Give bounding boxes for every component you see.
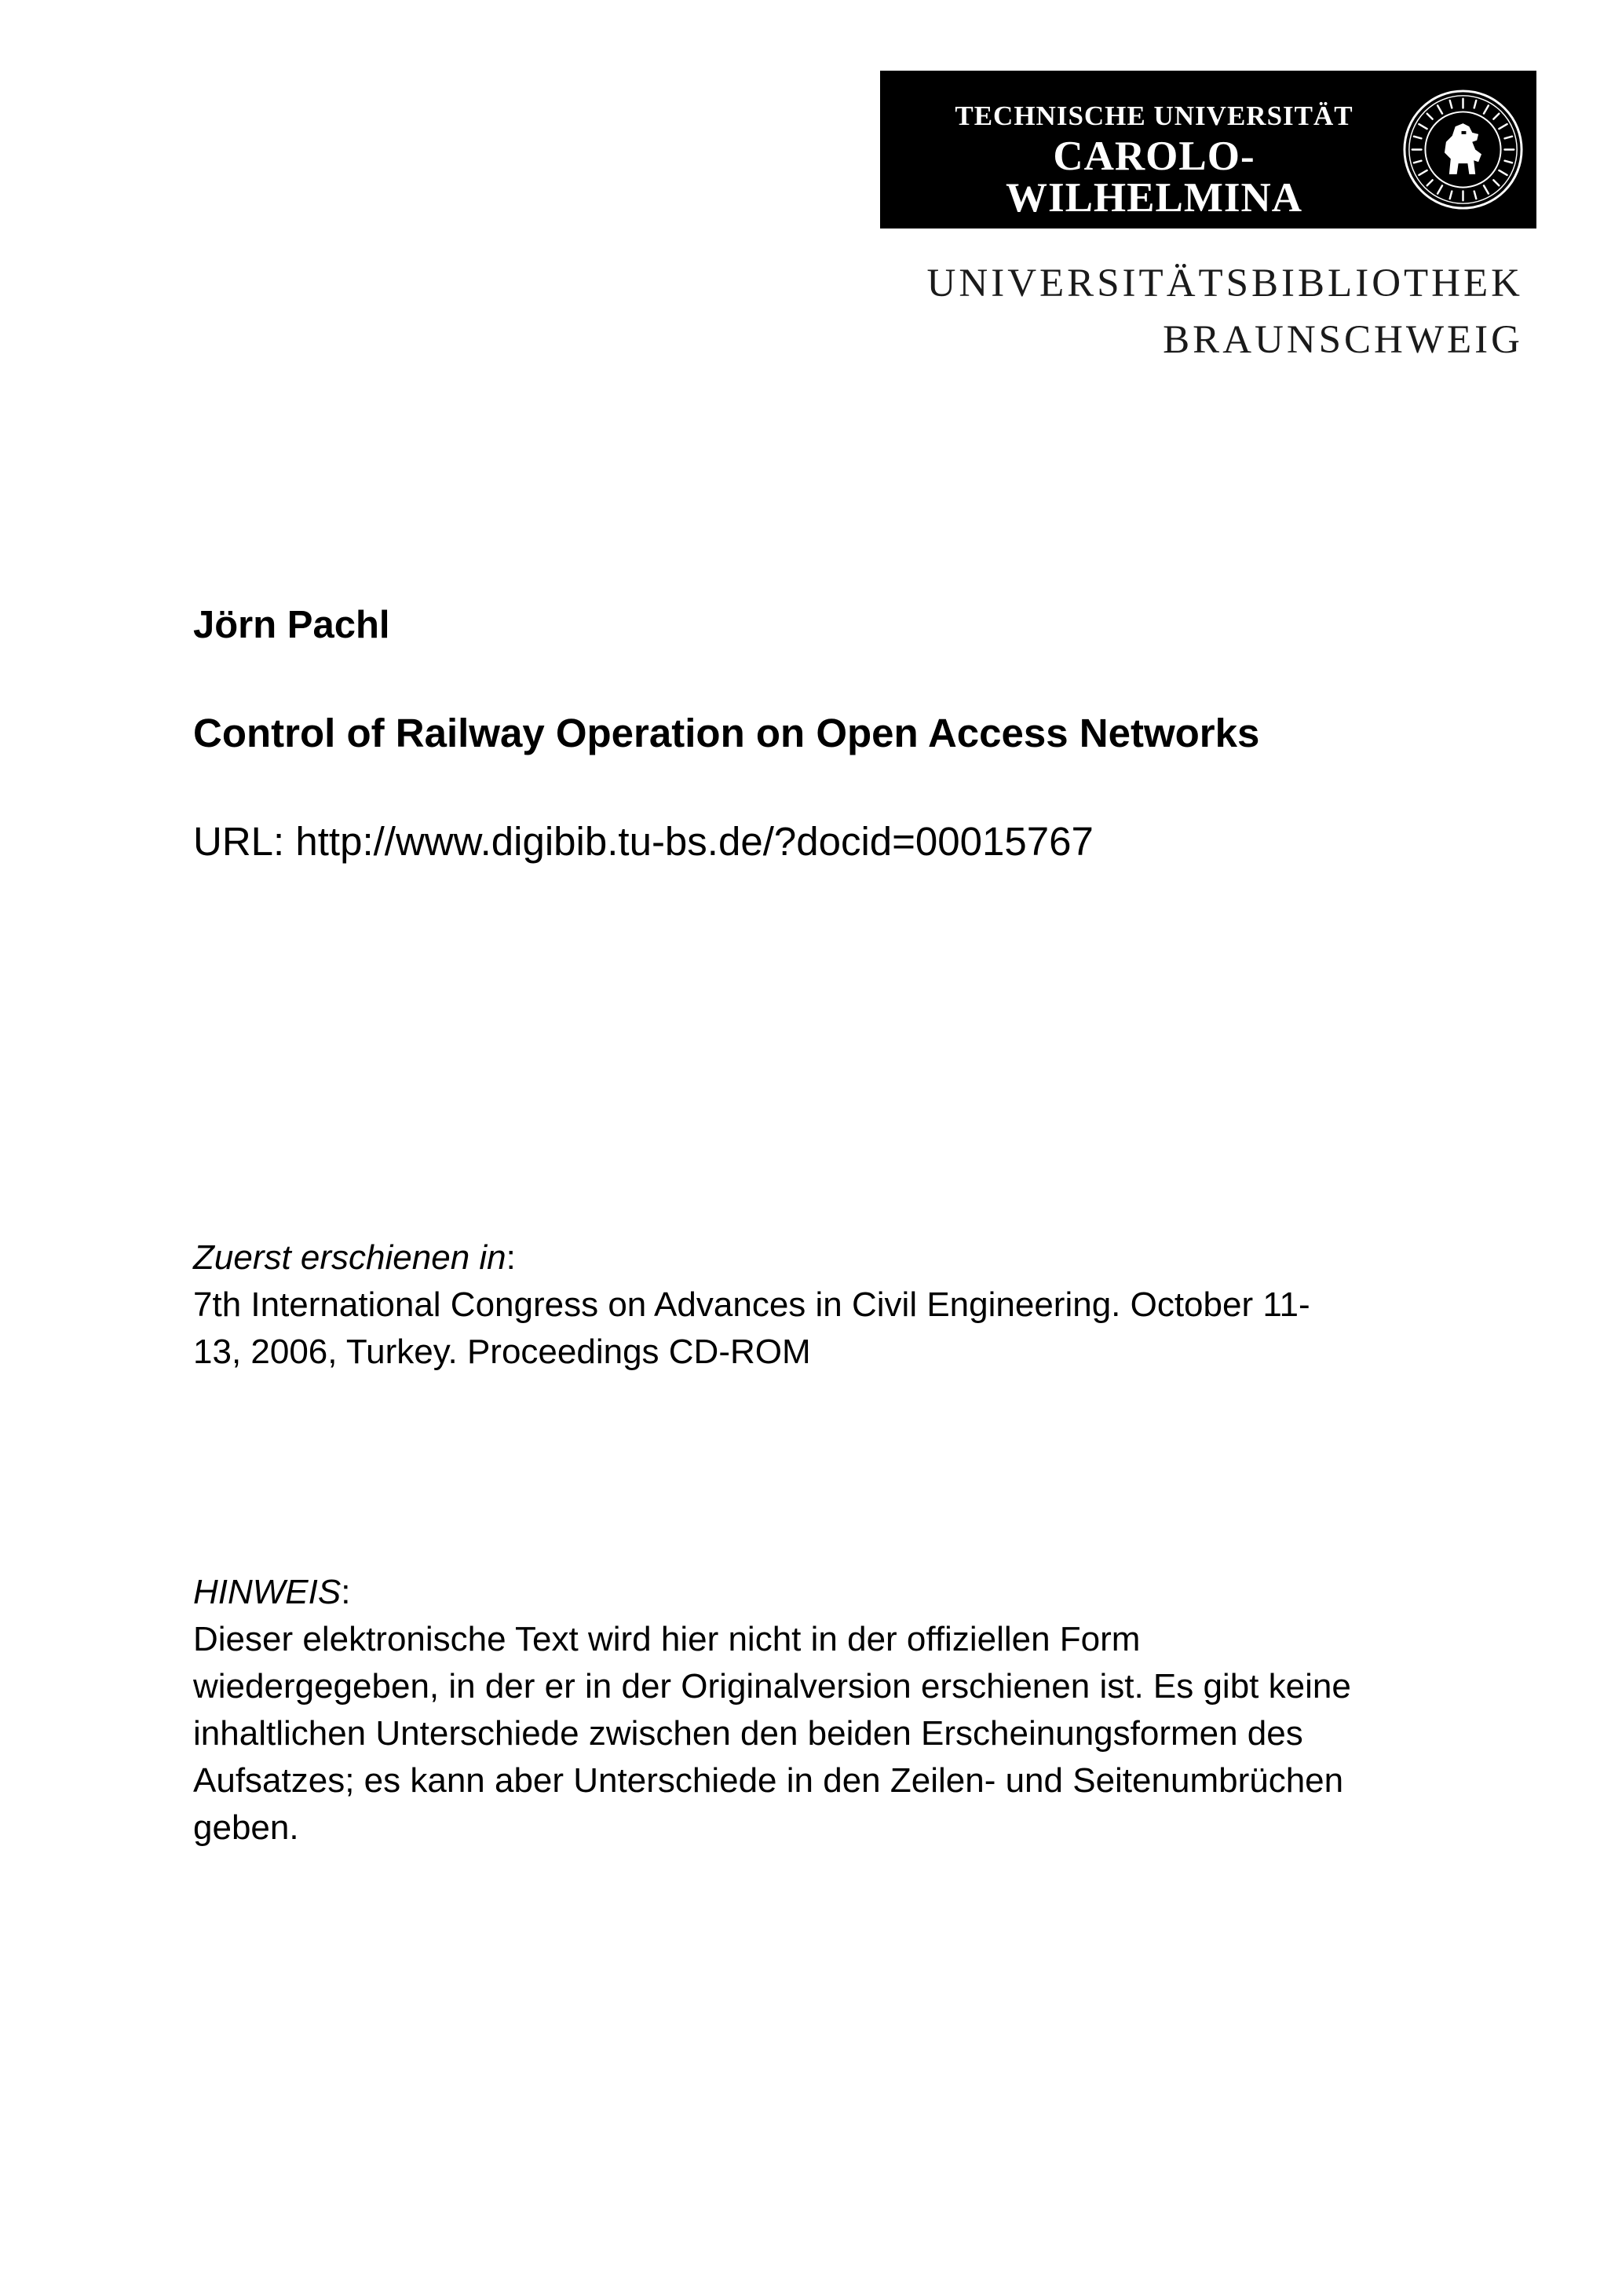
logo-line-technische-universitaet: TECHNISCHE UNIVERSITÄT — [955, 101, 1353, 131]
university-logo — [880, 71, 1536, 249]
notice-line: wiedergegeben, in der er in der Originalversion erschienen ist. Es gibt keine — [193, 1667, 1351, 1706]
library-name-line1: UNIVERSITÄTSBIBLIOTHEK — [926, 261, 1523, 305]
publication-info — [193, 1234, 1418, 1376]
url-link[interactable]: http://www.digibib.tu-bs.de/?docid=00015767 — [295, 819, 1094, 864]
notice-line: Dieser elektronische Text wird hier nicht in der offiziellen Form — [193, 1620, 1141, 1658]
logo-wordmark — [927, 102, 1381, 248]
notice-line: Aufsatzes; es kann aber Unterschiede in den Zeilen- und Seitenumbrüchen — [193, 1761, 1344, 1800]
publication-line: 7th International Congress on Advances in Civil Engineering. October 11- — [193, 1285, 1310, 1324]
document-url — [193, 818, 1094, 865]
publication-heading — [193, 1234, 1418, 1281]
notice-info — [193, 1569, 1465, 1852]
notice-line: geben. — [193, 1808, 299, 1847]
document-title: Control of Railway Operation on Open Access Networks — [193, 711, 1260, 755]
logo-line-zu-braunschweig: ZU BRAUNSCHWEIG — [1037, 225, 1271, 249]
document-author: Jörn Pachl — [193, 604, 390, 646]
publication-line: 13, 2006, Turkey. Proceedings CD-ROM — [193, 1333, 811, 1371]
publication-colon: : — [506, 1238, 516, 1277]
university-seal-icon — [1401, 88, 1525, 211]
library-name — [927, 255, 1523, 368]
publication-label: Zuerst erschienen in — [193, 1238, 506, 1277]
notice-colon: : — [341, 1573, 351, 1611]
library-name-line2: BRAUNSCHWEIG — [1163, 318, 1523, 362]
notice-line: inhaltlichen Unterschiede zwischen den beiden Erscheinungsformen des — [193, 1714, 1303, 1753]
notice-label: HINWEIS — [193, 1573, 342, 1611]
logo-line-carolo-wilhelmina: CAROLO-WILHELMINA — [1005, 133, 1303, 221]
url-label: URL: — [193, 819, 285, 864]
notice-heading — [193, 1569, 1465, 1616]
